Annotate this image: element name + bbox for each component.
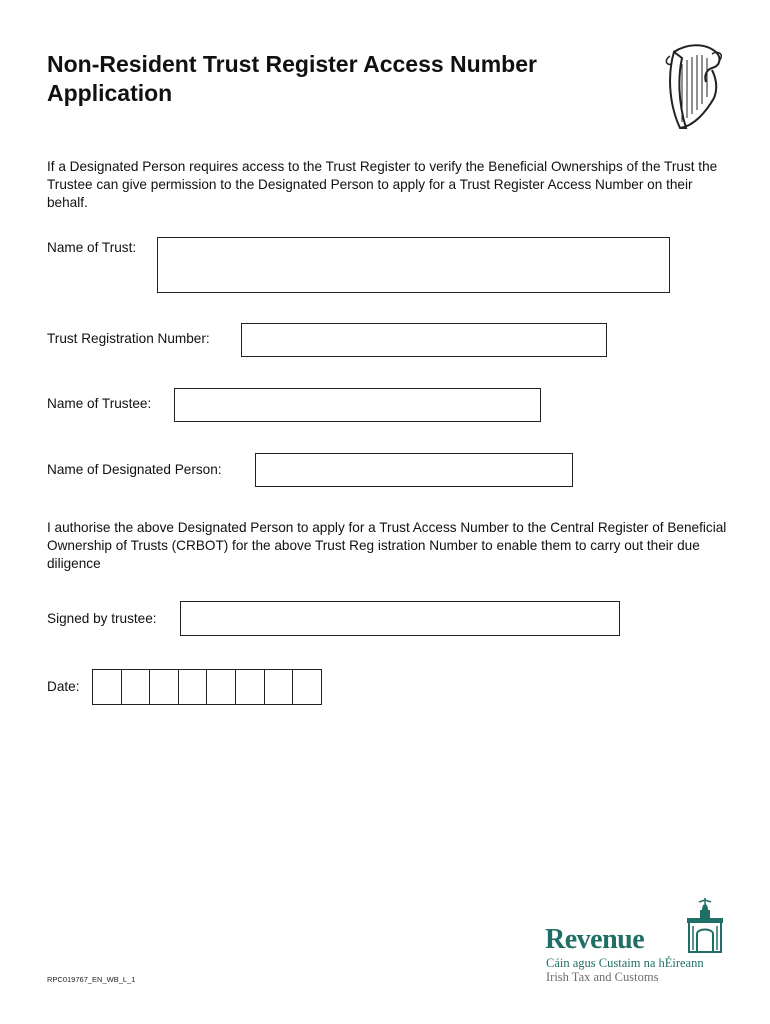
date-cell[interactable]: [178, 669, 208, 705]
authorisation-paragraph: I authorise the above Designated Person to apply for a Trust Access Number to the Central Register of Beneficial Ownership of Trusts (CRBOT) for the above Trust Reg istration Number to enable them to carry out their due diligence: [47, 520, 727, 571]
date-cell[interactable]: [235, 669, 265, 705]
date-cell[interactable]: [92, 669, 122, 705]
name-of-trust-label: Name of Trust:: [47, 240, 137, 255]
logo-irish-tagline: Cáin agus Custaim na hÉireann: [546, 956, 704, 970]
trust-registration-number-label: Trust Registration Number:: [47, 331, 210, 346]
date-cell[interactable]: [264, 669, 294, 705]
name-of-designated-person-label: Name of Designated Person:: [47, 462, 222, 477]
revenue-logo: [545, 898, 730, 988]
date-cell[interactable]: [292, 669, 322, 705]
name-of-trust-field[interactable]: [157, 237, 670, 293]
signed-by-trustee-label: Signed by trustee:: [47, 611, 157, 626]
custom-house-icon: [685, 898, 725, 954]
revenue-wordmark: Revenue: [545, 924, 645, 955]
date-label: Date:: [47, 679, 80, 694]
name-of-designated-person-field[interactable]: [255, 453, 573, 487]
harp-icon: [660, 42, 726, 134]
name-of-trustee-field[interactable]: [174, 388, 541, 422]
intro-paragraph: If a Designated Person requires access to the Trust Register to verify the Beneficial Ownerships of the Trust the Trustee can give permission to the Designated Person to apply for a Trust Register Access Number on their behalf.: [47, 159, 718, 210]
signed-by-trustee-field[interactable]: [180, 601, 620, 636]
name-of-trustee-label: Name of Trustee:: [47, 396, 152, 411]
date-field: [92, 669, 322, 705]
trust-registration-number-field[interactable]: [241, 323, 607, 357]
page-title: Non-Resident Trust Register Access Number Application: [47, 51, 537, 106]
date-cell[interactable]: [206, 669, 236, 705]
footer-form-code: RPC019767_EN_WB_L_1: [47, 975, 136, 984]
date-cell[interactable]: [149, 669, 179, 705]
date-cell[interactable]: [121, 669, 151, 705]
logo-english-tagline: Irish Tax and Customs: [546, 970, 659, 984]
